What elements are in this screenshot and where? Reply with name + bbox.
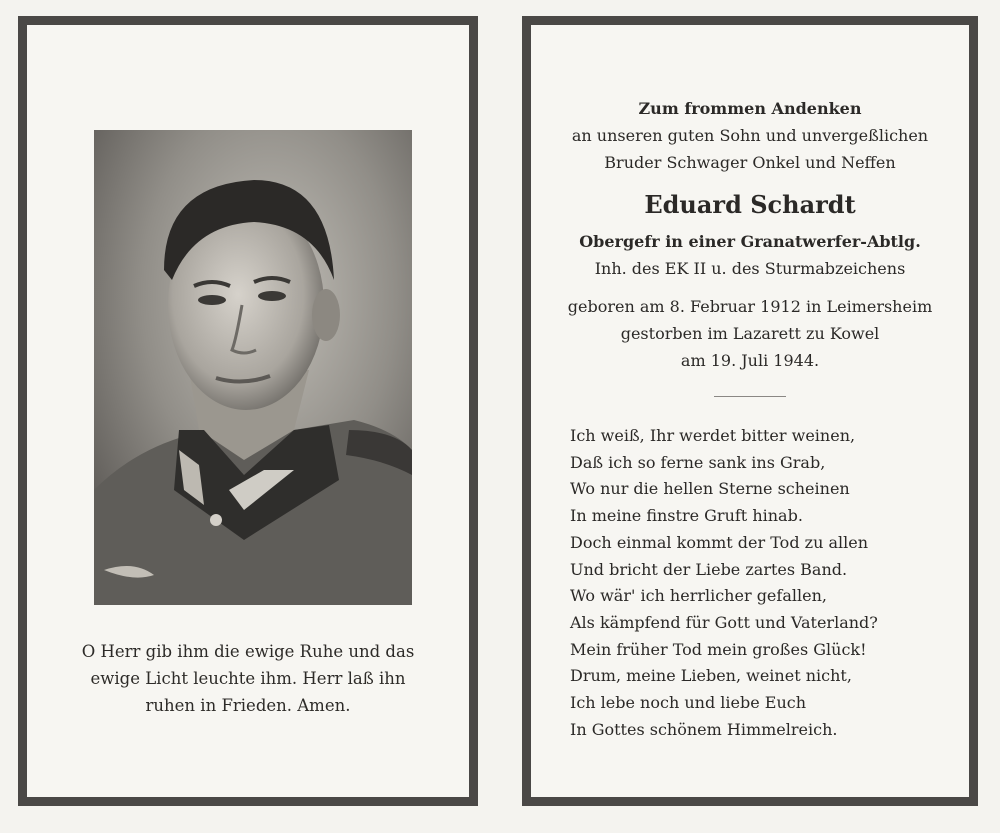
birth-line: geboren am 8. Februar 1912 in Leimersheim: [567, 297, 933, 316]
honors-line: Inh. des EK II u. des Sturmabzeichens: [594, 259, 906, 278]
poem-line: Drum, meine Lieben, weinet nicht,: [570, 666, 852, 686]
soldier-portrait-image: [94, 130, 412, 605]
poem-line: Mein früher Tod mein großes Glück!: [570, 639, 867, 659]
poem-line: Als kämpfend für Gott und Vaterland?: [570, 612, 878, 632]
dedication-line: an unseren guten Sohn und unvergeßlichen: [571, 126, 929, 145]
death-line: gestorben im Lazarett zu Kowel: [620, 324, 880, 343]
poem-line: In Gottes schönem Himmelreich.: [570, 719, 838, 739]
poem-line: Ich lebe noch und liebe Euch: [570, 693, 807, 713]
poem-line: Wo wär' ich herrlicher gefallen,: [570, 586, 827, 606]
portrait-photo: [94, 130, 412, 605]
death-date-line: am 19. Juli 1944.: [680, 351, 820, 370]
poem-line: Daß ich so ferne sank ins Grab,: [570, 452, 826, 472]
prayer-line: ewige Licht leuchte ihm. Herr laß ihn: [90, 669, 406, 688]
poem: [570, 423, 878, 743]
memorial-card-left: [18, 16, 478, 806]
rank-line: Obergefr in einer Granatwerfer-Abtlg.: [579, 232, 921, 251]
prayer-line: ruhen in Frieden. Amen.: [145, 696, 351, 715]
dedication-line: Bruder Schwager Onkel und Neffen: [604, 153, 896, 172]
poem-line: Wo nur die hellen Sterne scheinen: [570, 479, 850, 499]
poem-line: Ich weiß, Ihr werdet bitter weinen,: [570, 426, 856, 445]
obituary-text: [531, 95, 969, 417]
divider: [714, 396, 786, 397]
deceased-name: Eduard Schardt: [644, 190, 856, 219]
memorial-card-right: [522, 16, 978, 806]
poem-line: Und bricht der Liebe zartes Band.: [570, 559, 848, 579]
heading: Zum frommen Andenken: [638, 99, 862, 118]
prayer-line: O Herr gib ihm die ewige Ruhe und das: [81, 642, 415, 661]
prayer-text: [47, 638, 449, 719]
poem-line: In meine finstre Gruft hinab.: [570, 506, 803, 526]
poem-line: Doch einmal kommt der Tod zu allen: [570, 532, 869, 552]
